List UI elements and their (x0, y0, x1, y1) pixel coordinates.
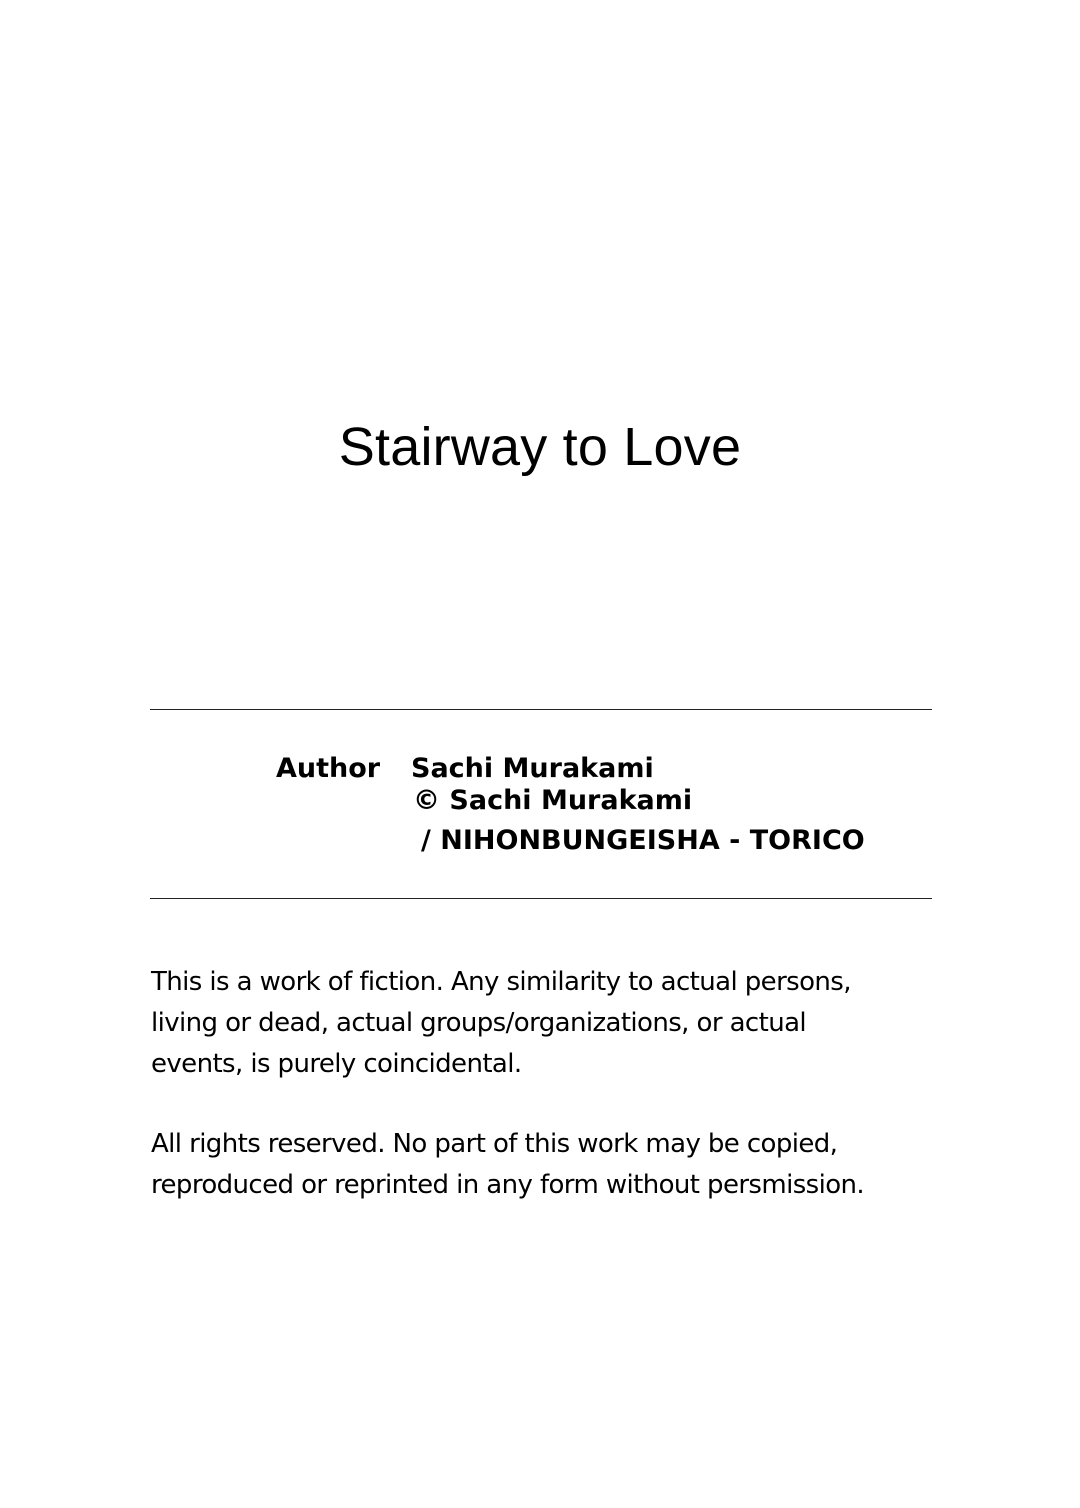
bottom-divider (150, 898, 932, 899)
author-label: Author (276, 753, 381, 784)
rights-notice (151, 1124, 951, 1206)
rights-notice-line: reproduced or reprinted in any form without persmission. (151, 1170, 865, 1200)
rights-notice-line: All rights reserved. No part of this work may be copied, (151, 1129, 838, 1159)
fiction-disclaimer-line: This is a work of fiction. Any similarity to actual persons, (151, 967, 851, 997)
copyright-line: © Sachi Murakami (413, 785, 693, 816)
fiction-disclaimer-line: events, is purely coincidental. (151, 1049, 522, 1079)
publisher-line: / NIHONBUNGEISHA - TORICO (421, 825, 865, 856)
top-divider (150, 709, 932, 710)
author-name: Sachi Murakami (411, 753, 654, 784)
fiction-disclaimer (151, 962, 951, 1085)
fiction-disclaimer-line: living or dead, actual groups/organizations, or actual (151, 1008, 807, 1038)
page-title: Stairway to Love (338, 417, 742, 477)
